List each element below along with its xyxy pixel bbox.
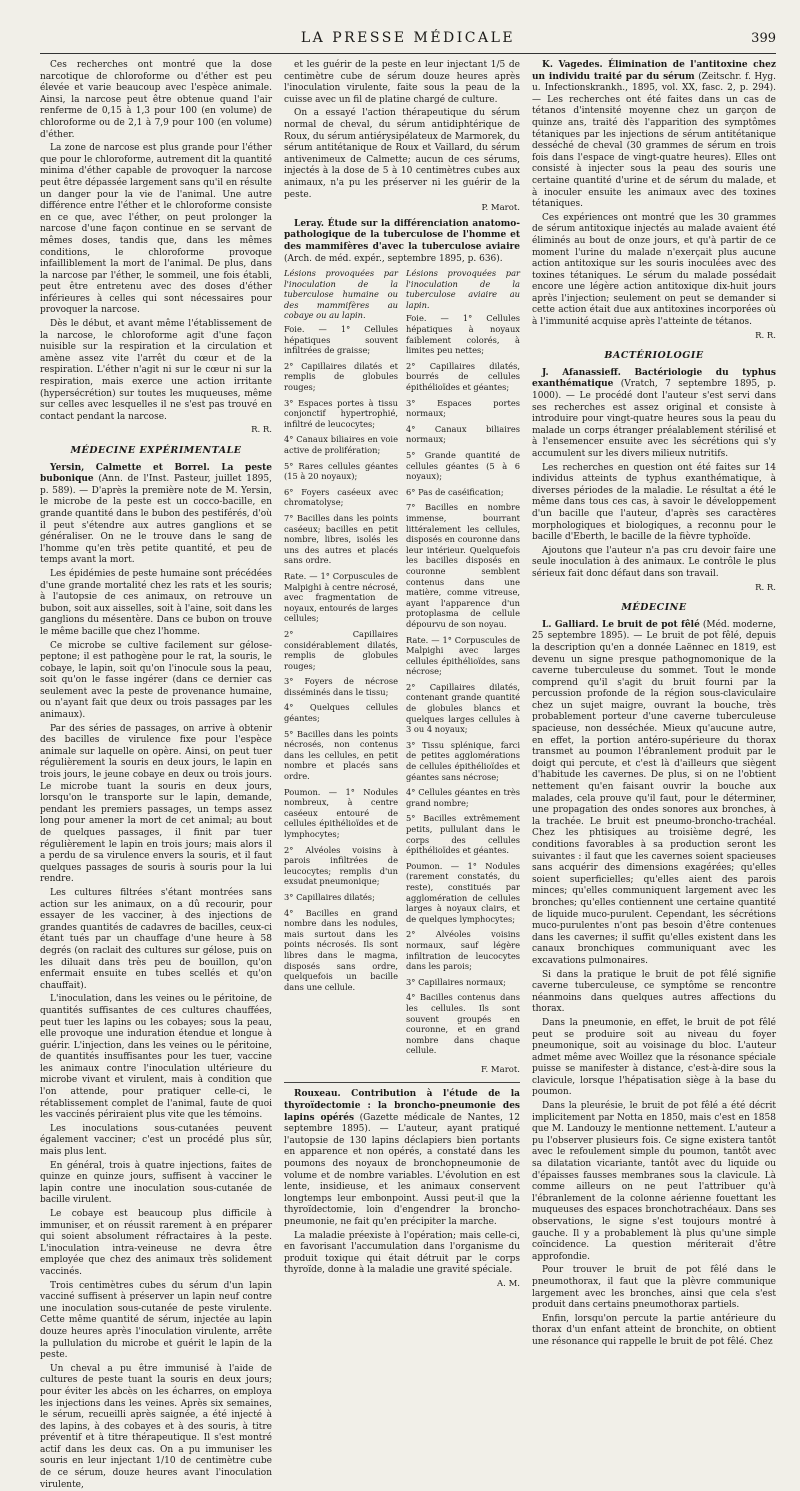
page-number: 399: [751, 31, 776, 46]
paragraph: Les inoculations sous-cutanées peuvent également vacciner; c'est un procédé plus sûr, mais plus lent.: [40, 1123, 272, 1158]
list-item: 6° Pas de caséification;: [406, 486, 504, 497]
list-item: Foie. — 1° Cellules hépatiques à noyaux faiblement colorés, à limites peu nettes;: [406, 313, 520, 356]
paragraph: Un cheval a pu être immunisé à l'aide de cultures de peste tuant la souris en deux jours; pour éviter les abcès on les écharres, on employa les injections dans les veines. Après six semaines, le sérum, recueilli après saignée, a été injecté à des lapins, à des cobayes et à des souris, à titre préventif et à titre thérapeutique. Il s'est montré actif dans les deux cas. On a pu immuniser les souris en leur injectant 1/10 de centimètre cube de ce sérum, douze heures avant l'inoculation virulente,: [40, 1363, 272, 1490]
article-title: J. Afanassieff. Bactériologie du typhus exanthématique: [532, 367, 776, 390]
article-source: (Arch. de méd. expér., septembre 1895, p. 636).: [284, 253, 503, 264]
list-item: 3° Tissu splénique, farci de petites agglomérations de cellules épithélioïdes et géantes sans nécrose;: [406, 739, 520, 782]
list-item: 4° Quelques cellules géantes;: [284, 702, 398, 724]
paragraph: Les recherches en question ont été faites sur 14 individus atteints de typhus exanthématique, à diverses périodes de la maladie. Le résultat a été le même dans tous ces cas, à savoir le développement d'un bacille que l'auteur, d'après ses caractères morphologiques et biologiques, a reconnu pour le bacille d'Eberth, le bacille de la fièvre typhoïde.: [532, 462, 776, 543]
article-title: Rouxeau. Contribution à l'étude de la thyroïdectomie : la broncho-pneumonie des lapins opérés: [284, 1089, 520, 1123]
column-3: [532, 60, 776, 1347]
signature: R. R.: [755, 582, 776, 593]
list-item: 4° Canaux biliaires normaux;: [406, 423, 520, 445]
paragraph: Si dans la pratique le bruit de pot fêlé signifie caverne tuberculeuse, ce symptôme se rencontre néanmoins dans quelques autres affections du thorax.: [532, 969, 776, 1015]
paragraph: (Gazette médicale de Nantes, 12 septembre 1895). — L'auteur, ayant pratiqué l'autopsie de 130 lapins déclapiers bien portants en apparence et non opérés, a constaté dans les poumons des noyaux de bronchopneumonie de volume et de nombre variables. L'évolution en est lente, insidieuse, et les animaux conservent longtemps leur embonpoint. Aussi peut-il que la thyroïdectomie, loin d'engendrer la broncho-pneumonie, ne fait qu'en précipiter la marche.: [284, 1112, 520, 1227]
signature: R. R.: [755, 330, 776, 341]
paragraph: L'inoculation, dans les veines ou le péritoine, de quantités suffisantes de ces cultures chauffées, peut tuer les lapins ou les cobayes; sous la peau, elle provoque une induration étendue et longue à guérir. L'injection, dans les veines ou le péritoine, de quantités insuffisantes pour les tuer, vaccine les animaux contre l'inoculation ultérieure du microbe vivant et virulent, mais à condition que l'on attende, pour pratiquer celle-ci, le rétablissement complet de l'animal, faute de quoi les vaccinés périraient plus vite que les témoins.: [40, 994, 272, 1121]
comparison-header-right: Lésions provoquées par l'inoculation de la tuberculose aviaire au lapin.: [406, 268, 520, 310]
list-item: 3° Espaces portes normaux;: [406, 397, 520, 419]
paragraph: En général, trois à quatre injections, faites de quinze en quinze jours, suffisent à vacciner le lapin contre une inoculation sous-cutanée de bacille virulent.: [40, 1160, 272, 1206]
paragraph: Pour trouver le bruit de pot fêlé dans le pneumothorax, il faut que la plèvre communique largement avec les bronches, ainsi que cela s'est produit dans certains pneumothorax partiels.: [532, 1265, 776, 1311]
list-item: Rate. — 1° Corpuscules de Malpighi avec larges cellules épithélioïdes, sans nécrose;: [406, 634, 520, 677]
comparison-right: [406, 268, 520, 1061]
list-item: 6° Foyers caséeux avec chromatolyse;: [284, 486, 398, 508]
list-item: 5° Bacilles extrêmement petits, pullulant dans le corps des cellules épithélioïdes et géantes.: [406, 813, 520, 856]
list-item: 4° Cellules géantes en très grand nombre;: [406, 787, 520, 808]
column-2: [284, 60, 520, 1289]
comparison-left: [284, 268, 398, 1061]
paragraph: Par des séries de passages, on arrive à obtenir des bacilles de virulence fixe pour l'espèce animale sur laquelle on opère. Ainsi, on peut tuer régulièrement la souris en deux jours, le lapin en trois jours, le jeune cobaye en deux ou trois jours. Le microbe tuant la souris en deux jours, lorsqu'on le transporte sur le lapin, demande, pendant les premiers passages, un temps assez long pour amener la mort de cet animal; au bout de quelques passages, il finit par tuer régulièrement le lapin en trois jours; mais alors il a perdu de sa virulence envers la souris, et il faut quelques passages de souris à souris pour la lui rendre.: [40, 723, 272, 885]
signature: F. Marot.: [480, 1064, 520, 1075]
signature: P. Marot.: [481, 203, 520, 214]
paragraph: (Vratch, 7 septembre 1895, p. 1000). — Le procédé dont l'auteur s'est servi dans ses recherches est assez original et consiste à introduire pour vingt-quatre heures sous la peau du malade un corps étranger préalablement stérilisé et à l'ensemencer ensuite avec les sécrétions qui s'y accumulent sur les divers milieux nutritifs.: [532, 379, 776, 459]
paragraph: (Zeitschr. f. Hyg. u. Infectionskrankh., 1895, vol. XX, fasc. 2, p. 294). — Les recherches ont été faites dans un cas de tétanos d'intensité moyenne chez un garçon de quinze ans, traité dès l'apparition des symptômes tétaniques par les injections de sérum antitétanique desséché de cheval (30 grammes de sérum en trois fois dans l'espace de vingt-quatre heures). Elles ont consisté à injecter sous la peau des souris une certaine quantité d'urine et de sérum du malade, et à inoculer ensuite les animaux avec des toxines tétaniques.: [532, 71, 776, 210]
paragraph: Enfin, lorsqu'on percute la partie antérieure du thorax d'un enfant atteint de bronchite, on obtient une résonance qui rappelle le bruit de pot fêlé. Chez: [532, 1313, 776, 1347]
list-item: 3° Foyers de nécrose disséminés dans le tissu;: [284, 676, 398, 697]
article-title: Leray. Étude sur la différenciation anatomo-pathologique de la tuberculose de l'homme et des mammifères d'avec la tuberculose aviaire: [284, 218, 520, 252]
list-item: 5° Rares cellules géantes (15 à 20 noyaux);: [284, 460, 398, 482]
list-item: 4° Bacilles contenus dans les cellules. Ils sont souvent groupés en couronne, et en grand nombre dans chaque cellule.: [406, 992, 520, 1056]
paragraph: Le cobaye est beaucoup plus difficile à immuniser, et on réussit rarement à en préparer qui soient absolument réfractaires à la peste. L'inoculation intra-veineuse ne devra être employée que chez des animaux très solidement vaccinés.: [40, 1209, 272, 1277]
list-item: Poumon. — 1° Nodules (rarement constatés, du reste), constitués par agglomération de cellules larges à noyaux clairs, et de quelques lymphocytes;: [406, 860, 520, 924]
journal-title: LA PRESSE MÉDICALE: [300, 30, 516, 46]
article-title: K. Vagedes. Élimination de l'antitoxine chez un individu traité par du sérum: [532, 60, 776, 82]
comparison-header-left: Lésions provoquées par l'inoculation de la tuberculose humaine ou des mammifères au cobaye ou au lapin.: [284, 268, 398, 321]
list-item: 2° Capillaires dilatés, contenant grande quantité de globules blancs et quelques larges cellules à 3 ou 4 noyaux;: [406, 681, 520, 735]
list-item: Foie. — 1° Cellules hépatiques souvent infiltrées de graisse;: [284, 324, 398, 356]
list-item: 2° Capillaires considérablement dilatés, remplis de globules rouges;: [284, 628, 398, 671]
paragraph: La zone de narcose est plus grande pour l'éther que pour le chloroforme, autrement dit la quantité minima d'éther capable de provoquer la narcose peut être dépassée largement sans qu'il en résulte un danger pour la vie de l'animal. Une autre différence entre l'éther et le chloroforme consiste en ce que, avec l'éther, on peut prolonger la narcose d'une façon continue en se servant de mêmes doses, tandis que, dans les mêmes conditions, le chloroforme provoque infailliblement la mort de l'animal. De plus, dans la narcose par l'éther, le sommeil, une fois établi, peut être entretenu avec des doses d'éther inférieures à celles qui sont nécessaires pour provoquer la narcose.: [40, 143, 272, 316]
list-item: 4° Bacilles en grand nombre dans les nodules, mais surtout dans les points nécrosés. Ils sont libres dans le magma, disposés sans ordre, quelquefois un bacille dans une cellule.: [284, 907, 398, 992]
paragraph: Les épidémies de peste humaine sont précédées d'une grande mortalité chez les rats et les souris; à l'autopsie de ces animaux, on retrouve un bubon, soit aux aisselles, soit à l'aine, soit dans les ganglions du mésentère. Dans ce bubon on trouve le même bacille que chez l'homme.: [40, 568, 272, 637]
header-rule: [40, 53, 776, 54]
paragraph: Ajoutons que l'auteur n'a pas cru devoir faire une seule inoculation à des animaux. Le contrôle le plus sérieux fait donc défaut dans son travail.: [532, 545, 776, 579]
comparison-table: [284, 268, 520, 1061]
list-item: Poumon. — 1° Nodules nombreux, à centre caséeux entouré de cellules épithélioïdes et de lymphocytes;: [284, 786, 398, 839]
list-item: 7° Bacilles dans les points caséeux; bacilles en petit nombre, libres, isolés les uns des autres et placés sans ordre.: [284, 512, 398, 566]
paragraph: et les guérir de la peste en leur injectant 1/5 de centimètre cube de sérum douze heures après l'inoculation virulente, faite sous la peau de la cuisse avec un fil de platine chargé de culture.: [284, 60, 520, 105]
list-item: 3° Capillaires normaux;: [406, 976, 506, 987]
list-item: 3° Capillaires dilatés;: [284, 891, 375, 902]
article-title: L. Galliard. Le bruit de pot fêlé: [542, 619, 700, 630]
list-item: 3° Espaces portes à tissu conjonctif hypertrophié, infiltré de leucocytes;: [284, 397, 398, 429]
signature: R. R.: [251, 425, 272, 436]
list-item: 2° Alvéoles voisins à parois infiltrées de leucocytes; remplis d'un exsudat pneumonique;: [284, 844, 398, 887]
paragraph: La maladie préexiste à l'opération; mais celle-ci, en favorisant l'accumulation dans l'organisme du produit toxique qui était détruit par le corps thyroïde, donne à la maladie une gravité spéciale.: [284, 1230, 520, 1276]
article-title: Yersin, Calmette et Borrel. La peste bubonique: [40, 462, 272, 485]
section-heading: MÉDECINE: [621, 602, 687, 614]
list-item: 5° Grande quantité de cellules géantes (5 à 6 noyaux);: [406, 450, 520, 482]
list-item: 4° Canaux biliaires en voie active de prolifération;: [284, 434, 398, 455]
paragraph: Ces recherches ont montré que la dose narcotique de chloroforme ou d'éther est peu élevée et varie beaucoup avec l'espèce animale. Ainsi, la narcose peut être obtenue quand l'air renferme de 0,15 à 1,3 pour 100 (en volume) de chloroforme ou de 2,1 à 7,9 pour 100 (en volume) d'éther.: [40, 60, 272, 140]
paragraph: Ces expériences ont montré que les 30 grammes de sérum antitoxique injectés au malade avaient été éliminés au bout de onze jours, et qu'à partir de ce moment l'urine du malade n'exerçait plus aucune action antitoxique sur les souris inoculées avec des toxines tétaniques. Le sérum du malade possédait encore une légère action antitoxique dix-huit jours après l'injection; seulement on peut se demander si cette action était due aux antitoxines incorporées où à l'immunité acquise après l'atteinte de tétanos.: [532, 212, 776, 328]
divider: [284, 1082, 520, 1083]
paragraph: On a essayé l'action thérapeutique du sérum normal de cheval, du sérum antidiphtérique de Roux, du sérum antiérysipélateux de Marmorek, du sérum antitétanique de Roux et Vaillard, du sérum antivenimeux de Calmette; aucun de ces sérums, injectés à la dose de 5 à 10 centimètres cubes aux animaux, n'a pu les préserver ni les guérir de la peste.: [284, 108, 520, 200]
paragraph: Dans la pleurésie, le bruit de pot fêlé a été décrit implicitement par Notta en 1850, mais c'est en 1858 que M. Landouzy le mentionne nettement. L'auteur a pu l'observer plusieurs fois. Ce signe existera tantôt avec le refoulement simple du poumon, tantôt avec sa dilatation vicariante, tantôt avec du liquide ou d'épaisses fausses membranes sous la clavicule. Là comme ailleurs on ne peut l'attribuer qu'à l'ébranlement de la colonne aérienne fouettant les muqueuses des espaces bronchotrachéaux. Dans ses observations, le signe s'est toujours montré à gauche. Il y a probablement là plus qu'une simple coïncidence. La question mériterait d'être approfondie.: [532, 1101, 776, 1262]
list-item: 2° Alvéoles voisins normaux, sauf légère infiltration de leucocytes dans les parois;: [406, 929, 520, 972]
paragraph: Les cultures filtrées s'étant montrées sans action sur les animaux, on a dû recourir, pour essayer de les vacciner, à des injections de grandes quantités de cadavres de bacilles, ceux-ci étant tués par un chauffage d'une heure à 58 degrés (on raclait des cultures sur gélose, puis on les diluait dans très peu de bouillon, qu'on enfermait ensuite en tubes scellés et qu'on chauffait).: [40, 887, 272, 991]
paragraph: (Méd. moderne, 25 septembre 1895). — Le bruit de pot fêlé, depuis la description qu'en a donnée Laënnec en 1819, est devenu un signe presque pathognomonique de la caverne tuberculeuse du sommet. Tout le monde comprend qu'il s'agit du bruit fourni par la percussion profonde de la région sous-claviculaire chez un sujet maigre, ouvrant la bouche, très probablement porteur d'une caverne tuberculeuse spacieuse, non desséchée. Mieux qu'aucune autre, en effet, la portion antéro-supérieure du thorax transmet au poumon l'ébranlement produit par le doigt qui percute, et c'est là d'ailleurs que siègent d'habitude les cavernes. De plus, si on ne l'obtient nettement qu'en faisant ouvrir la bouche aux malades, cela prouve qu'il faut, pour le déterminer, une propagation des ondes sonores aux bronches, à la trachée. Le bruit est pneumo-broncho-trachéal. Chez les phtisiques au troisième degré, les conditions favorables à sa production seront les suivantes : il faut que les cavernes soient spacieuses sans acquérir des dimensions exagérées; qu'elles soient superficielles; qu'elles aient des parois minces; qu'elles communiquent largement avec les bronches; qu'elles contiennent une certaine quantité de liquide muco-purulent. Cependant, les sécrétions muco-purulentes n'ont pas besoin d'être contenues dans les cavernes; il suffit qu'elles existent dans les canaux bronchiques communiquant avec les excavations pulmonaires.: [532, 619, 776, 966]
signature: A. M.: [497, 1278, 520, 1289]
paragraph: (Ann. de l'Inst. Pasteur, juillet 1895, p. 589). — D'après la première note de M. Yersin, le microbe de la peste est un cocco-bacille, en grande quantité dans le bubon des pestiférés, d'où il peut s'étendre aux autres ganglions et se généraliser. On ne le trouve dans le sang de l'homme qu'en très petite quantité, et peu de temps avant la mort.: [40, 474, 272, 566]
column-1: [40, 60, 272, 1490]
list-item: 7° Bacilles en nombre immense, bourrant littéralement les cellules, disposés en couronne dans leur intérieur. Quelquefois les bacilles disposés en couronne semblent contenus dans une matière, comme vitreuse, ayant l'apparence d'un protoplasma de cellule dépourvu de son noyau.: [406, 502, 520, 629]
page-header: [40, 30, 776, 52]
list-item: 2° Capillaires dilatés, bourrés de cellules épithélioïdes et géantes;: [406, 360, 520, 393]
paragraph: Ce microbe se cultive facilement sur gélose-peptone; il est pathogène pour le rat, la souris, le cobaye, le lapin, soit qu'on l'inocule sous la peau, soit qu'on le fasse ingérer (dans ce dernier cas seulement avec la peste de provenance humaine, ou n'ayant fait que deux ou trois passages par les animaux).: [40, 640, 272, 721]
paragraph: Trois centimètres cubes du sérum d'un lapin vacciné suffisent à préserver un lapin neuf contre une inoculation sous-cutanée de peste virulente. Cette même quantité de sérum, injectée au lapin douze heures après l'inoculation virulente, arrête la pullulation du microbe et guérit le lapin de la peste.: [40, 1280, 272, 1361]
list-item: 5° Bacilles dans les points nécrosés, non contenus dans les cellules, en petit nombre et placés sans ordre.: [284, 728, 398, 782]
list-item: 2° Capillaires dilatés et remplis de globules rouges;: [284, 360, 398, 393]
list-item: Rate. — 1° Corpuscules de Malpighi à centre nécrosé, avec fragmentation de noyaux, entourés de larges cellules;: [284, 570, 398, 624]
paragraph: Dans la pneumonie, en effet, le bruit de pot fêlé peut se produire soit au niveau du foyer pneumonique, soit au voisinage du bloc. L'auteur admet même avec Woillez que la résonance spéciale puisse se manifester à distance, c'est-à-dire sous la clavicule, lorsque l'hépatisation siège à la base du poumon.: [532, 1017, 776, 1098]
paragraph: Dès le début, et avant même l'établissement de la narcose, le chloroforme agit d'une façon nuisible sur la respiration et la circulation et amène assez vite l'arrêt du cœur et de la respiration. L'éther n'agit ni sur le cœur ni sur la respiration, mais exerce une action irritante (hypersécrétion) sur toutes les muqueuses, même sur celles avec lesquelles il ne s'est pas trouvé en contact pendant la narcose.: [40, 319, 272, 422]
section-heading: MÉDECINE EXPÉRIMENTALE: [70, 445, 242, 456]
section-heading: BACTÉRIOLOGIE: [604, 350, 704, 362]
